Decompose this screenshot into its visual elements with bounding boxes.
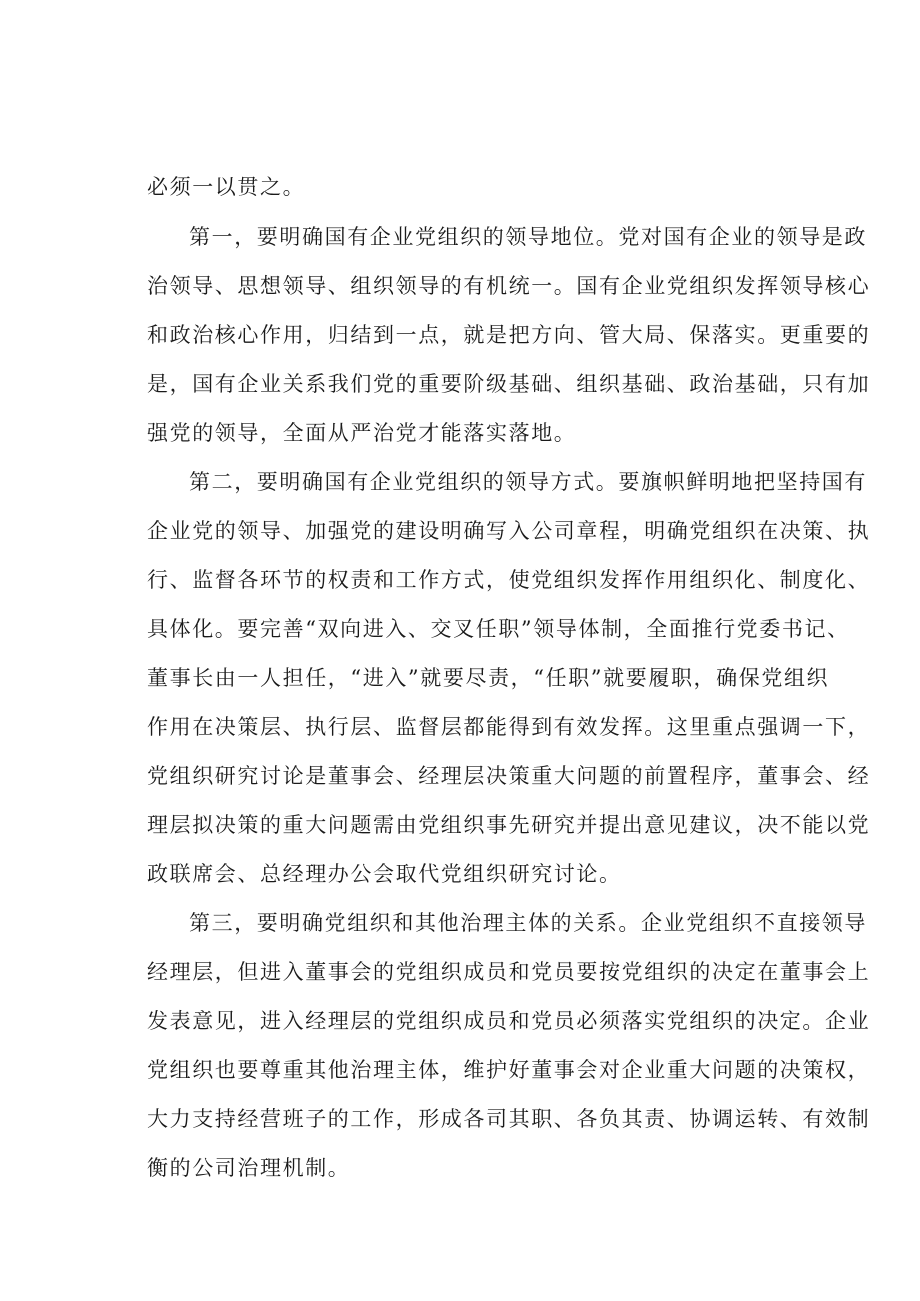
text-line: 第一，要明确国有企业党组织的领导地位。党对国有企业的领导是政 bbox=[189, 225, 867, 249]
text-line: 作用在决策层、执行层、监督层都能得到有效发挥。这里重点强调一下， bbox=[147, 715, 871, 739]
text-line: 发表意见，进入经理层的党组织成员和党员必须落实党组织的决定。企业 bbox=[147, 1009, 871, 1033]
text-line: 第三，要明确党组织和其他治理主体的关系。企业党组织不直接领导 bbox=[189, 911, 867, 935]
text-line: 大力支持经营班子的工作，形成各司其职、各负其责、协调运转、有效制 bbox=[147, 1107, 871, 1131]
text-line: 具体化。要完善“双向进入、交叉任职”领导体制，全面推行党委书记、 bbox=[147, 617, 850, 641]
text-line: 第二，要明确国有企业党组织的领导方式。要旗帜鲜明地把坚持国有 bbox=[189, 470, 867, 494]
text-line: 党组织也要尊重其他治理主体，维护好董事会对企业重大问题的决策权， bbox=[147, 1058, 871, 1082]
text-line: 理层拟决策的重大问题需由党组织事先研究并提出意见建议，决不能以党 bbox=[147, 813, 871, 837]
text-line: 是，国有企业关系我们党的重要阶级基础、组织基础、政治基础，只有加 bbox=[147, 372, 871, 396]
text-line: 企业党的领导、加强党的建设明确写入公司章程，明确党组织在决策、执 bbox=[147, 519, 871, 543]
text-line: 必须一以贯之。 bbox=[147, 175, 306, 199]
text-line: 政联席会、总经理办公会取代党组织研究讨论。 bbox=[147, 862, 622, 886]
text-line: 和政治核心作用，归结到一点，就是把方向、管大局、保落实。更重要的 bbox=[147, 323, 871, 347]
text-line: 衡的公司治理机制。 bbox=[147, 1156, 351, 1180]
text-line: 治领导、思想领导、组织领导的有机统一。国有企业党组织发挥领导核心 bbox=[147, 274, 871, 298]
text-line: 董事长由一人担任，“进入”就要尽责，“任职”就要履职，确保党组织 bbox=[147, 666, 830, 690]
text-line: 行、监督各环节的权责和工作方式，使党组织发挥作用组织化、制度化、 bbox=[147, 568, 871, 592]
text-line: 强党的领导，全面从严治党才能落实落地。 bbox=[147, 421, 577, 445]
text-line: 党组织研究讨论是董事会、经理层决策重大问题的前置程序，董事会、经 bbox=[147, 764, 871, 788]
text-line: 经理层，但进入董事会的党组织成员和党员要按党组织的决定在董事会上 bbox=[147, 960, 871, 984]
